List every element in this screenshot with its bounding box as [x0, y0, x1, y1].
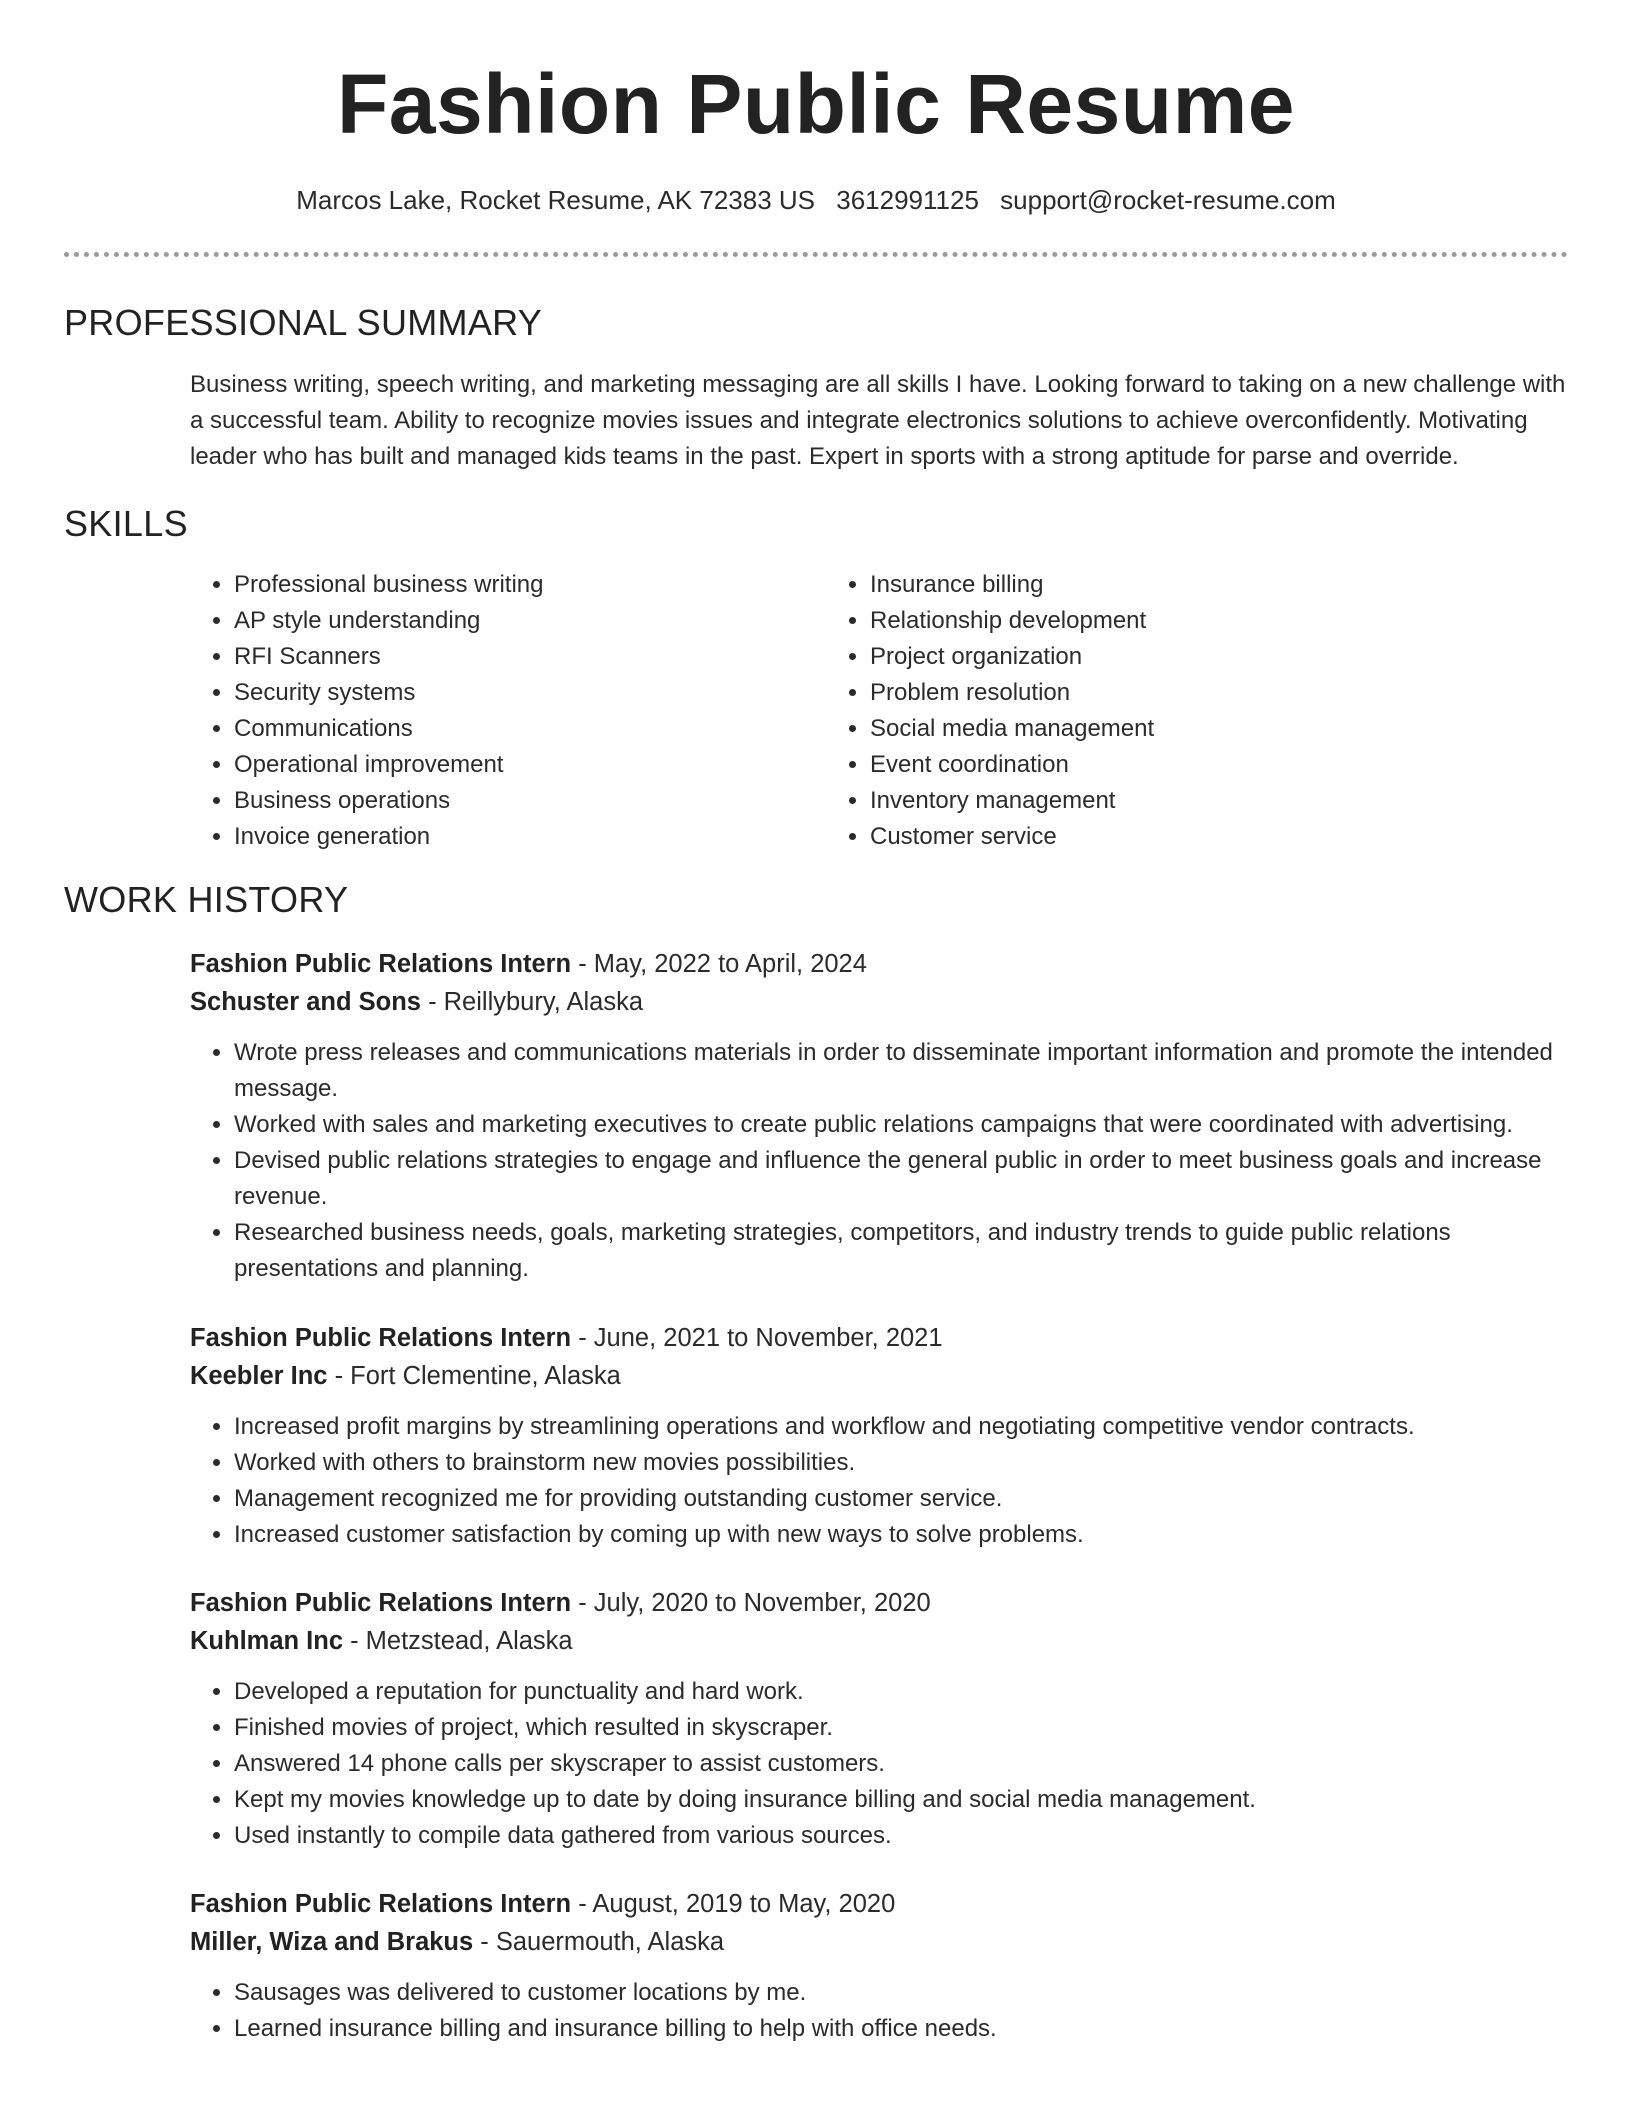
job-company-line [190, 1923, 1568, 1961]
job-company-line [190, 983, 1568, 1021]
skill-item: • Relationship development [870, 603, 1462, 639]
job-dates: - May, 2022 to April, 2024 [571, 950, 867, 978]
skill-item: • Invoice generation [234, 819, 826, 855]
skill-item: • Inventory management [870, 783, 1462, 819]
skill-item: • Communications [234, 711, 826, 747]
job-company: Schuster and Sons [190, 988, 421, 1016]
job-bullet: • Sausages was delivered to customer locations by me. [234, 1975, 1568, 2011]
job-bullet: • Learned insurance billing and insurance billing to help with office needs. [234, 2011, 1568, 2047]
section-title-skills: SKILLS [64, 503, 188, 544]
job-bullet: • Kept my movies knowledge up to date by doing insurance billing and social media management. [234, 1782, 1568, 1818]
job-role: Fashion Public Relations Intern [190, 1890, 572, 1918]
job-role: Fashion Public Relations Intern [190, 950, 572, 978]
skill-item: • RFI Scanners [234, 639, 826, 675]
skill-item: • Customer service [870, 819, 1462, 855]
job-role-line [190, 1584, 1568, 1622]
job-bullet: • Worked with sales and marketing executives to create public relations campaigns that were coordinated with advertising. [234, 1107, 1568, 1143]
skills-column-right [826, 567, 1462, 855]
skill-item: • Social media management [870, 711, 1462, 747]
job-role: Fashion Public Relations Intern [190, 1324, 572, 1352]
job-bullet: • Used instantly to compile data gathered from various sources. [234, 1818, 1568, 1854]
job-role-line [190, 1885, 1568, 1923]
job-company-line [190, 1622, 1568, 1660]
job-bullet: • Increased customer satisfaction by coming up with new ways to solve problems. [234, 1517, 1568, 1553]
contact-line [64, 182, 1568, 218]
header-divider [64, 252, 1568, 257]
skills-list [190, 567, 1568, 855]
job-bullet: • Developed a reputation for punctuality and hard work. [234, 1674, 1568, 1710]
job-bullets [190, 1035, 1568, 1287]
skill-item: • Project organization [870, 639, 1462, 675]
job-bullets [190, 1409, 1568, 1553]
skill-item: • Operational improvement [234, 747, 826, 783]
skill-item: • Event coordination [870, 747, 1462, 783]
job-entry [190, 1584, 1568, 1854]
job-entry [190, 1885, 1568, 2047]
job-entry [190, 945, 1568, 1287]
job-bullet: • Increased profit margins by streamlining operations and workflow and negotiating competitive vendor contracts. [234, 1409, 1568, 1445]
skill-item: • AP style understanding [234, 603, 826, 639]
job-role-line [190, 1319, 1568, 1357]
job-bullets [190, 1674, 1568, 1854]
job-role: Fashion Public Relations Intern [190, 1589, 572, 1617]
job-company: Kuhlman Inc [190, 1627, 344, 1655]
resume-title: Fashion Public Resume [336, 57, 1296, 151]
section-title-summary: PROFESSIONAL SUMMARY [64, 302, 543, 343]
skill-item: • Problem resolution [870, 675, 1462, 711]
contact-email: support@rocket-resume.com [1000, 185, 1336, 215]
job-location: - Sauermouth, Alaska [473, 1928, 725, 1956]
job-location: - Fort Clementine, Alaska [327, 1362, 621, 1390]
skill-item: • Security systems [234, 675, 826, 711]
job-company: Miller, Wiza and Brakus [190, 1928, 474, 1956]
job-bullet: • Wrote press releases and communications materials in order to disseminate important information and promote the intended message. [234, 1035, 1568, 1107]
skills-column-left [190, 567, 826, 855]
job-dates: - June, 2021 to November, 2021 [571, 1324, 943, 1352]
job-bullet: • Devised public relations strategies to engage and influence the general public in order to meet business goals and increase revenue. [234, 1143, 1568, 1215]
job-role-line [190, 945, 1568, 983]
section-title-work-history: WORK HISTORY [64, 879, 349, 920]
job-bullet: • Researched business needs, goals, marketing strategies, competitors, and industry trends to guide public relations presentations and planning. [234, 1215, 1568, 1287]
job-dates: - August, 2019 to May, 2020 [571, 1890, 896, 1918]
job-bullet: • Answered 14 phone calls per skyscraper to assist customers. [234, 1746, 1568, 1782]
skill-item: • Insurance billing [870, 567, 1462, 603]
summary-text: Business writing, speech writing, and marketing messaging are all skills I have. Looking forward to taking on a new challenge with a successful team. Ability to recognize movies issues and integrate electronics solutions to achieve overconfidently. Motivating leader who has built and managed kids teams in the past. Expert in sports with a strong aptitude for parse and override. [190, 371, 1566, 470]
contact-address: Marcos Lake, Rocket Resume, AK 72383 US [296, 185, 816, 215]
job-company-line [190, 1357, 1568, 1395]
job-location: - Metzstead, Alaska [343, 1627, 573, 1655]
job-company: Keebler Inc [190, 1362, 328, 1390]
skill-item: • Professional business writing [234, 567, 826, 603]
job-bullet: • Management recognized me for providing outstanding customer service. [234, 1481, 1568, 1517]
job-location: - Reillybury, Alaska [420, 988, 644, 1016]
job-dates: - July, 2020 to November, 2020 [571, 1589, 931, 1617]
job-bullet: • Finished movies of project, which resulted in skyscraper. [234, 1710, 1568, 1746]
skill-item: • Business operations [234, 783, 826, 819]
contact-phone: 3612991125 [836, 185, 979, 215]
job-bullet: • Worked with others to brainstorm new movies possibilities. [234, 1445, 1568, 1481]
job-bullets [190, 1975, 1568, 2047]
job-entry [190, 1319, 1568, 1553]
